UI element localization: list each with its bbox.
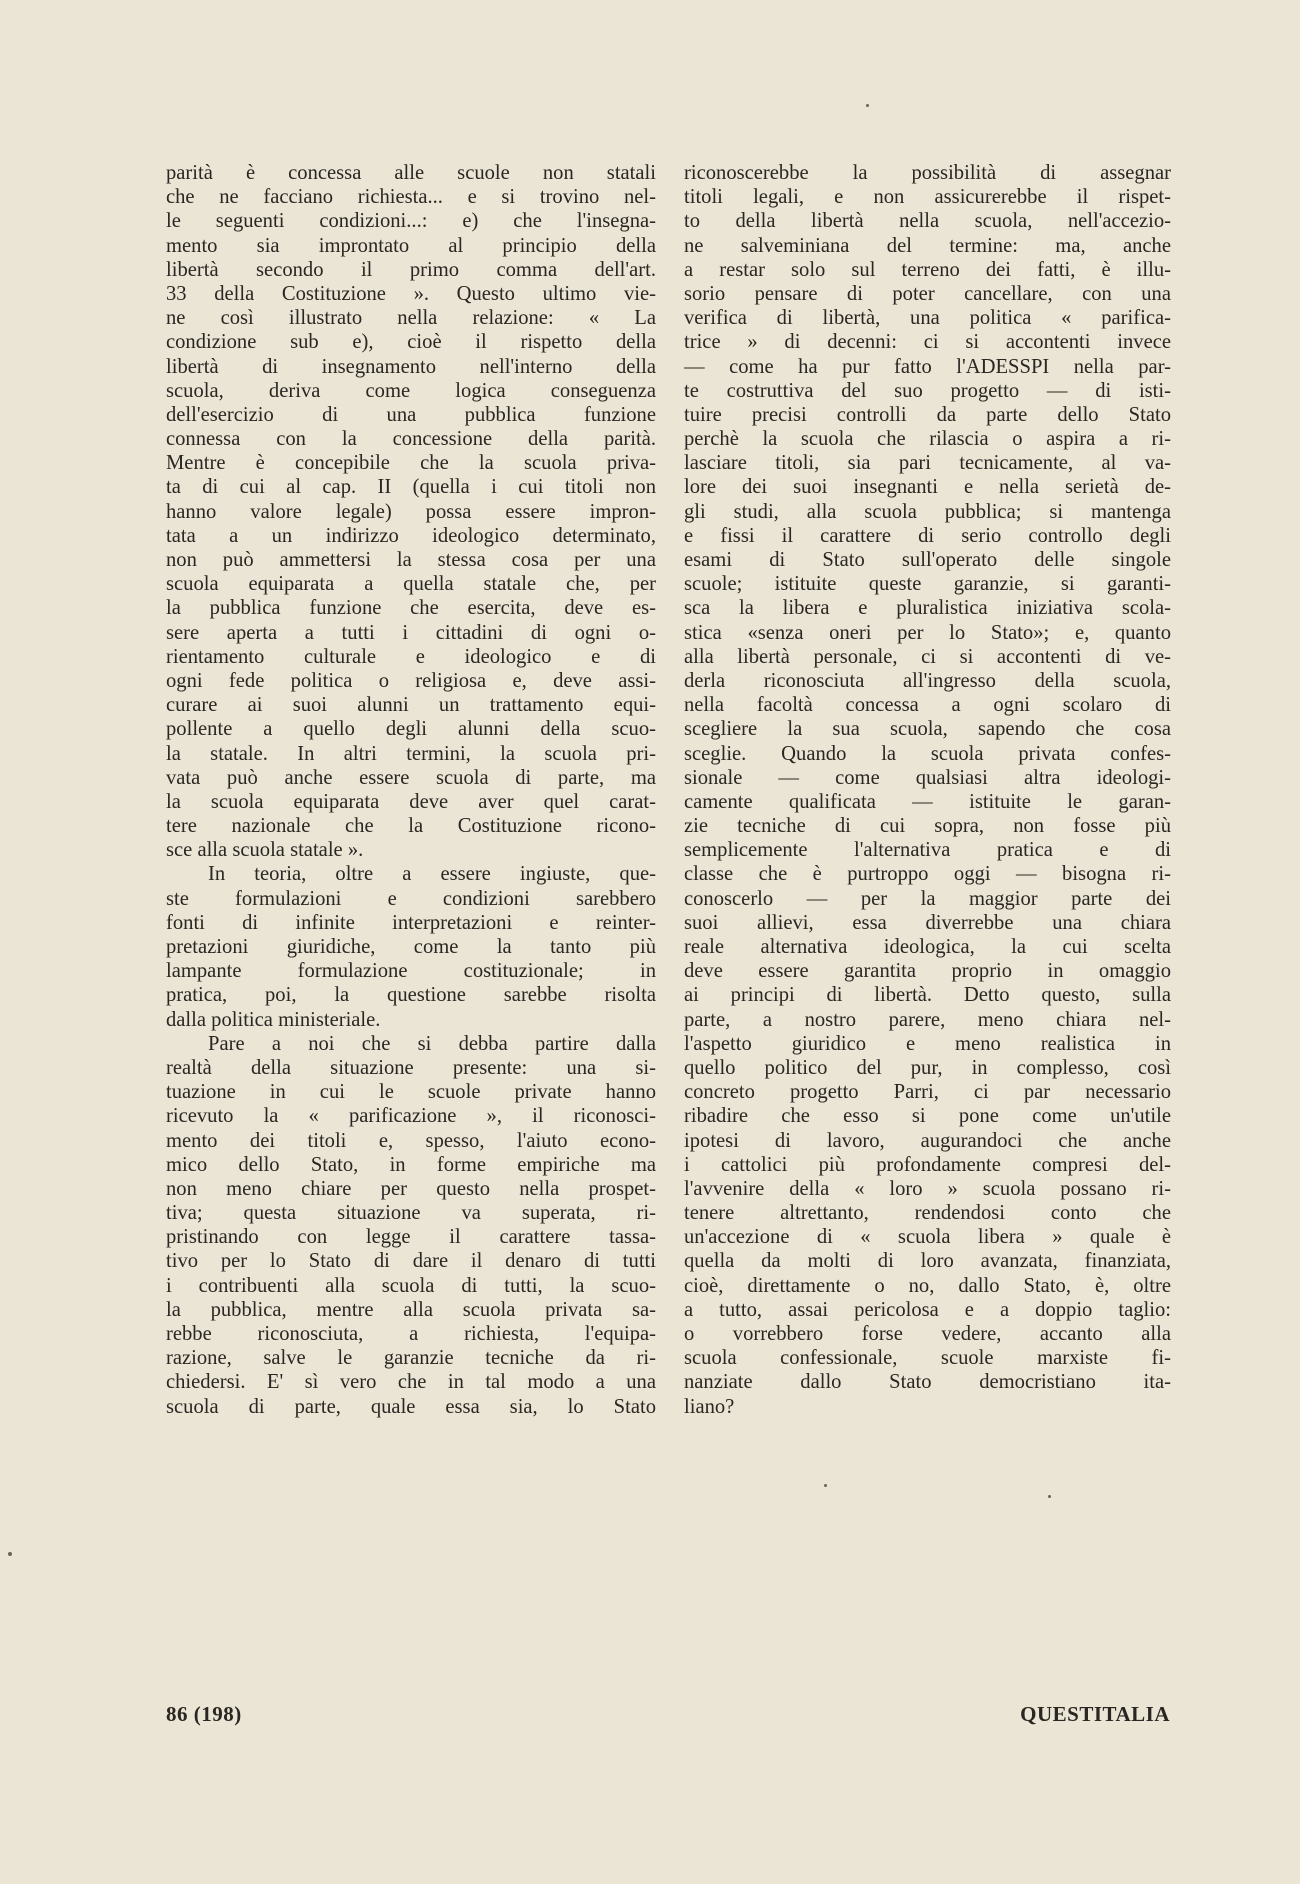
text-line: razione, salve le garanzie tecniche da ri-	[166, 1347, 656, 1370]
paper-speck	[8, 1552, 12, 1556]
text-line: scegliere la sua scuola, sapendo che cosa	[684, 718, 1171, 741]
text-line: fonti di infinite interpretazioni e reinter-	[166, 911, 656, 934]
text-line: a tutto, assai pericolosa e a doppio taglio:	[684, 1298, 1171, 1321]
text-line: Mentre è concepibile che la scuola priva-	[166, 452, 656, 475]
text-line: to della libertà nella scuola, nell'accezio-	[684, 210, 1171, 233]
text-line: vata può anche essere scuola di parte, ma	[166, 766, 656, 789]
text-line: libertà secondo il primo comma dell'art.	[166, 258, 656, 281]
text-line: tere nazionale che la Costituzione ricono-	[166, 815, 656, 838]
text-line: scuola, deriva come logica conseguenza	[166, 379, 656, 402]
page-number: 86 (198)	[166, 1702, 242, 1726]
text-line: che ne facciano richiesta... e si trovino nel-	[166, 186, 656, 209]
text-line: tivo per lo Stato di dare il denaro di tutti	[166, 1250, 656, 1273]
text-line: pollente a quello degli alunni della scuo-	[166, 718, 656, 741]
text-line: i cattolici più profondamente compresi del-	[684, 1153, 1171, 1176]
text-line: mento dei titoli e, spesso, l'aiuto econo-	[166, 1129, 656, 1152]
text-line: scuole; istituite queste garanzie, si garanti-	[684, 573, 1171, 596]
text-line: sceglie. Quando la scuola privata confes-	[684, 742, 1171, 765]
text-line: realtà della situazione presente: una si-	[166, 1056, 656, 1079]
text-line: mico dello Stato, in forme empiriche ma	[166, 1153, 656, 1176]
text-line: — come ha pur fatto l'ADESSPI nella par-	[684, 355, 1171, 378]
text-line: parità è concessa alle scuole non statali	[166, 162, 656, 184]
text-line: non meno chiare per questo nella prospet-	[166, 1177, 656, 1200]
text-line: 33 della Costituzione ». Questo ultimo vie-	[166, 282, 656, 305]
text-line: sorio pensare di poter cancellare, con una	[684, 282, 1171, 305]
text-line: quello politico del pur, in complesso, così	[684, 1056, 1171, 1079]
text-line: liano?	[684, 1395, 735, 1418]
text-line: pristinando con legge il carattere tassa-	[166, 1226, 656, 1249]
text-line: l'avvenire della « loro » scuola possano ri-	[684, 1177, 1171, 1200]
text-line: la statale. In altri termini, la scuola pri-	[166, 742, 656, 765]
paper-speck	[866, 104, 869, 107]
text-line: o vorrebbero forse vedere, accanto alla	[684, 1323, 1171, 1345]
text-line: scuola equiparata a quella statale che, per	[166, 573, 656, 596]
text-line: pretazioni giuridiche, come la tanto più	[166, 936, 656, 958]
text-line: tata a un indirizzo ideologico determinato,	[166, 524, 656, 547]
text-line: la pubblica, mentre alla scuola privata sa-	[166, 1298, 656, 1321]
text-line: sce alla scuola statale ».	[166, 839, 364, 862]
paragraph-start-line: Pare a noi che si debba partire dalla	[208, 1032, 656, 1055]
text-line: ipotesi di lavoro, augurandoci che anche	[684, 1129, 1171, 1152]
paper-speck	[1048, 1495, 1051, 1498]
text-line: perchè la scuola che rilascia o aspira a ri-	[684, 428, 1171, 451]
text-line: dalla politica ministeriale.	[166, 1008, 381, 1031]
text-line: quella da molti di loro avanzata, finanziata,	[684, 1250, 1171, 1273]
text-line: scuola di parte, quale essa sia, lo Stato	[166, 1395, 656, 1418]
text-line: ai principi di libertà. Detto questo, sulla	[684, 984, 1171, 1007]
text-line: lore dei suoi insegnanti e nella serietà de-	[684, 476, 1171, 499]
text-line: trice » di decenni: ci si accontenti invece	[684, 331, 1171, 354]
text-line: scuola confessionale, scuole marxiste fi-	[684, 1347, 1171, 1370]
text-line: classe che è purtroppo oggi — bisogna ri-	[684, 863, 1171, 886]
text-line: la scuola equiparata deve aver quel carat-	[166, 790, 656, 813]
text-line: tuire precisi controlli da parte dello Stato	[684, 403, 1171, 426]
text-line: esami di Stato sull'operato delle singole	[684, 549, 1171, 571]
text-line: sere aperta a tutti i cittadini di ogni o-	[166, 621, 656, 644]
paragraph-start-line: In teoria, oltre a essere ingiuste, que-	[208, 863, 656, 886]
text-line: tenere altrettanto, rendendosi conto che	[684, 1202, 1171, 1225]
text-line: nella facoltà concessa a ogni scolaro di	[684, 694, 1171, 717]
text-line: ogni fede politica o religiosa e, deve assi-	[166, 669, 656, 692]
text-line: camente qualificata — istituite le garan-	[684, 790, 1171, 813]
text-line: la pubblica funzione che esercita, deve es-	[166, 597, 656, 620]
text-line: libertà di insegnamento nell'interno della	[166, 355, 656, 378]
text-line: zie tecniche di cui sopra, non fosse più	[684, 815, 1171, 838]
text-line: sionale — come qualsiasi altra ideologi-	[684, 766, 1171, 789]
text-line: deve essere garantita proprio in omaggio	[684, 960, 1171, 983]
text-line: semplicemente l'alternativa pratica e di	[684, 839, 1171, 862]
text-line: concreto progetto Parri, ci par necessario	[684, 1081, 1171, 1104]
text-line: verifica di libertà, una politica « parifica-	[684, 307, 1171, 330]
text-line: suoi allievi, essa diverrebbe una chiara	[684, 911, 1171, 934]
text-line: lasciare titoli, sia pari tecnicamente, al va-	[684, 452, 1171, 475]
text-line: chiedersi. E' sì vero che in tal modo a una	[166, 1371, 656, 1394]
text-line: nanziate dallo Stato democristiano ita-	[684, 1371, 1171, 1394]
text-line: mento sia improntato al principio della	[166, 234, 656, 257]
text-line: ribadire che esso si pone come un'utile	[684, 1105, 1171, 1128]
text-line: parte, a nostro parere, meno chiara nel-	[684, 1008, 1171, 1031]
text-line: stica «senza oneri per lo Stato»; e, quanto	[684, 621, 1171, 644]
text-line: conoscerlo — per la maggior parte dei	[684, 887, 1171, 910]
text-line: te costruttiva del suo progetto — di isti-	[684, 379, 1171, 402]
text-line: ta di cui al cap. II (quella i cui titoli non	[166, 476, 656, 499]
text-line: i contribuenti alla scuola di tutti, la scuo-	[166, 1274, 656, 1297]
paper-speck	[824, 1484, 827, 1487]
right-text-column	[684, 161, 1171, 1419]
text-line: cioè, direttamente o no, dallo Stato, è, oltre	[684, 1274, 1171, 1297]
text-line: hanno valore legale) possa essere impron-	[166, 500, 656, 523]
text-line: ne salveminiana del termine: ma, anche	[684, 234, 1171, 257]
text-line: titoli legali, e non assicurerebbe il rispet-	[684, 186, 1171, 209]
text-line: curare ai suoi alunni un trattamento equi-	[166, 694, 656, 717]
text-line: alla libertà personale, ci si accontenti di ve-	[684, 645, 1171, 668]
text-line: reale alternativa ideologica, la cui scelta	[684, 936, 1171, 958]
text-line: tiva; questa situazione va superata, ri-	[166, 1202, 656, 1225]
text-line: lampante formulazione costituzionale; in	[166, 960, 656, 983]
text-line: condizione sub e), cioè il rispetto della	[166, 331, 656, 354]
text-line: pratica, poi, la questione sarebbe risolta	[166, 984, 656, 1007]
text-line: gli studi, alla scuola pubblica; si mantenga	[684, 500, 1171, 523]
text-line: tuazione in cui le scuole private hanno	[166, 1081, 656, 1104]
text-line: riconoscerebbe la possibilità di assegnar	[684, 162, 1171, 184]
text-line: ricevuto la « parificazione », il riconosci-	[166, 1105, 656, 1128]
text-line: rebbe riconosciuta, a richiesta, l'equipa-	[166, 1323, 656, 1345]
text-line: a restar solo sul terreno dei fatti, è illu-	[684, 258, 1171, 281]
text-line: le seguenti condizioni...: e) che l'insegna-	[166, 210, 656, 233]
text-line: dell'esercizio di una pubblica funzione	[166, 403, 656, 426]
text-line: l'aspetto giuridico e meno realistica in	[684, 1032, 1171, 1055]
journal-name: QUESTITALIA	[1020, 1702, 1170, 1726]
text-line: un'accezione di « scuola libera » quale è	[684, 1226, 1171, 1249]
text-line: ste formulazioni e condizioni sarebbero	[166, 887, 656, 910]
text-line: rientamento culturale e ideologico e di	[166, 645, 656, 668]
text-line: connessa con la concessione della parità.	[166, 428, 656, 451]
text-line: non può ammettersi la stessa cosa per una	[166, 549, 656, 571]
text-line: e fissi il carattere di serio controllo degli	[684, 524, 1171, 547]
text-line: derla riconosciuta all'ingresso della scuola,	[684, 669, 1171, 692]
left-text-column	[166, 161, 656, 1419]
text-line: sca la libera e pluralistica iniziativa scola-	[684, 597, 1171, 620]
text-line: ne così illustrato nella relazione: « La	[166, 307, 656, 330]
